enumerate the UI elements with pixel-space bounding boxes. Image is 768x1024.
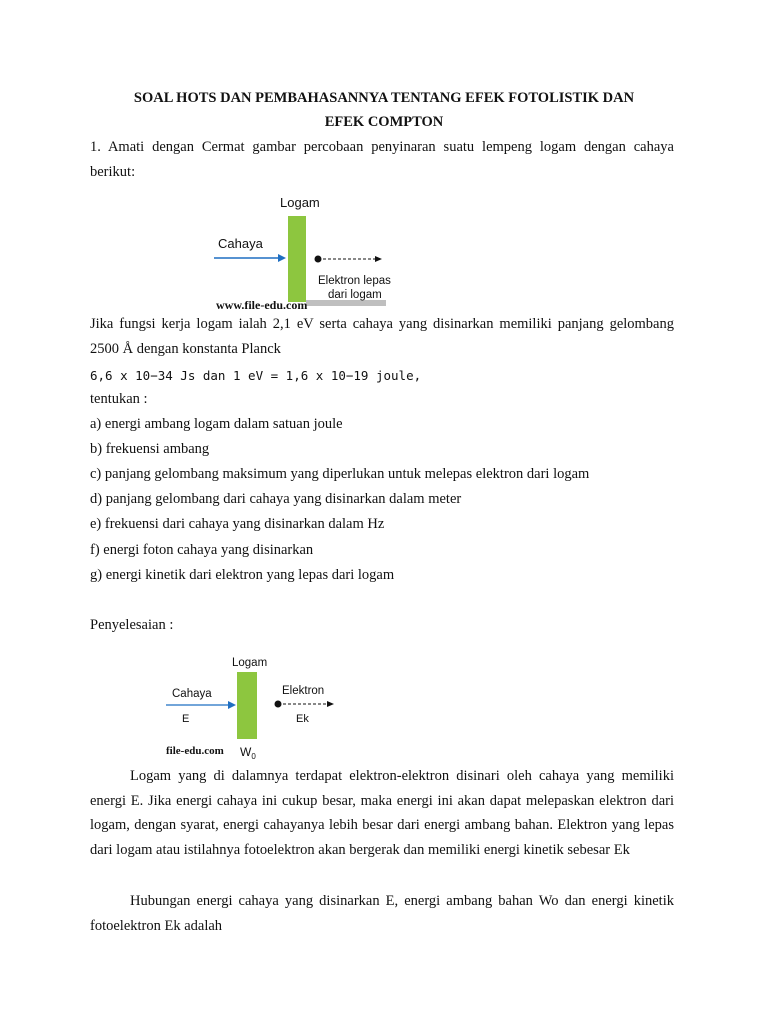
light-arrow-icon-2 [228,701,236,709]
question-item-c: c) panjang gelombang maksimum yang diperlukan untuk melepas elektron dari logam [90,466,590,482]
solution-paragraph-2: Hubungan energi cahaya yang disinarkan E, energi ambang bahan Wo dan energi kinetik fotoelektron Ek adalah [90,893,674,934]
figure2-logam-label: Logam [232,657,268,669]
question-item-e: e) frekuensi dari cahaya yang disinarkan dalam Hz [90,516,385,532]
metal-plate-2 [237,672,257,739]
figure2-energy-label: E [182,713,190,725]
question-item-f: f) energi foton cahaya yang disinarkan [90,542,314,558]
photoelectric-figure-1 [210,188,400,312]
constants-line: 6,6 x 10−34 Js dan 1 eV = 1,6 x 10−19 joule, [90,368,422,383]
figure2-work-function-label: $W_0$ [240,745,256,760]
figure2-watermark: file-edu.com [166,745,224,757]
document-title-line-2: EFEK COMPTON [324,114,444,130]
question-item-b: b) frekuensi ambang [90,441,210,457]
question-item-d: d) panjang gelombang dari cahaya yang disinarkan dalam meter [90,491,462,507]
question-item-g: g) energi kinetik dari elektron yang lepas dari logam [90,567,395,583]
document-title-line-1: SOAL HOTS DAN PEMBAHASANNYA TENTANG EFEK FOTOLISTIK DAN [133,90,635,106]
electron-arrow-icon-2 [327,701,334,707]
figure1-cahaya-label: Cahaya [218,236,263,251]
figure1-logam-label: Logam [280,195,320,210]
solution-paragraph-1: Logam yang di dalamnya terdapat elektron-elektron disinari oleh cahaya yang memiliki energi E. Jika energi cahaya ini cukup besar, maka energi ini akan dapat melepaskan elektron dari logam, dengan syarat, energi cahayanya lebih besar dari energi ambang bahan. Elektron yang lepas dari logam atau istilahnya fotoelektron akan bergerak dan memiliki energi kinetik sebesar Ek [90,768,674,858]
electron-dot-2 [275,701,282,708]
given-data: Jika fungsi kerja logam ialah 2,1 eV serta cahaya yang disinarkan memiliki panjang gelombang 2500 Å dengan konstanta Planck [90,316,674,357]
solution-heading: Penyelesaian : [90,617,174,633]
electron-arrow-icon [375,256,382,262]
figure2-ek-label: Ek [296,713,309,725]
light-arrow-icon [278,254,286,262]
question-intro: 1. Amati dengan Cermat gambar percobaan penyinaran suatu lempeng logam dengan cahaya berikut: [90,139,674,180]
question-item-a: a) energi ambang logam dalam satuan joule [90,416,343,432]
figure1-electron-label-1: Elektron lepas [318,275,391,287]
electron-dot [315,256,322,263]
question-ask: tentukan : [90,391,148,407]
metal-plate [288,216,306,302]
photoelectric-figure-2 [160,652,350,760]
figure2-electron-label: Elektron [282,685,325,697]
figure2-cahaya-label: Cahaya [172,688,212,700]
figure1-electron-label-2: dari logam [328,289,382,301]
figure1-watermark: www.file-edu.com [216,298,308,312]
